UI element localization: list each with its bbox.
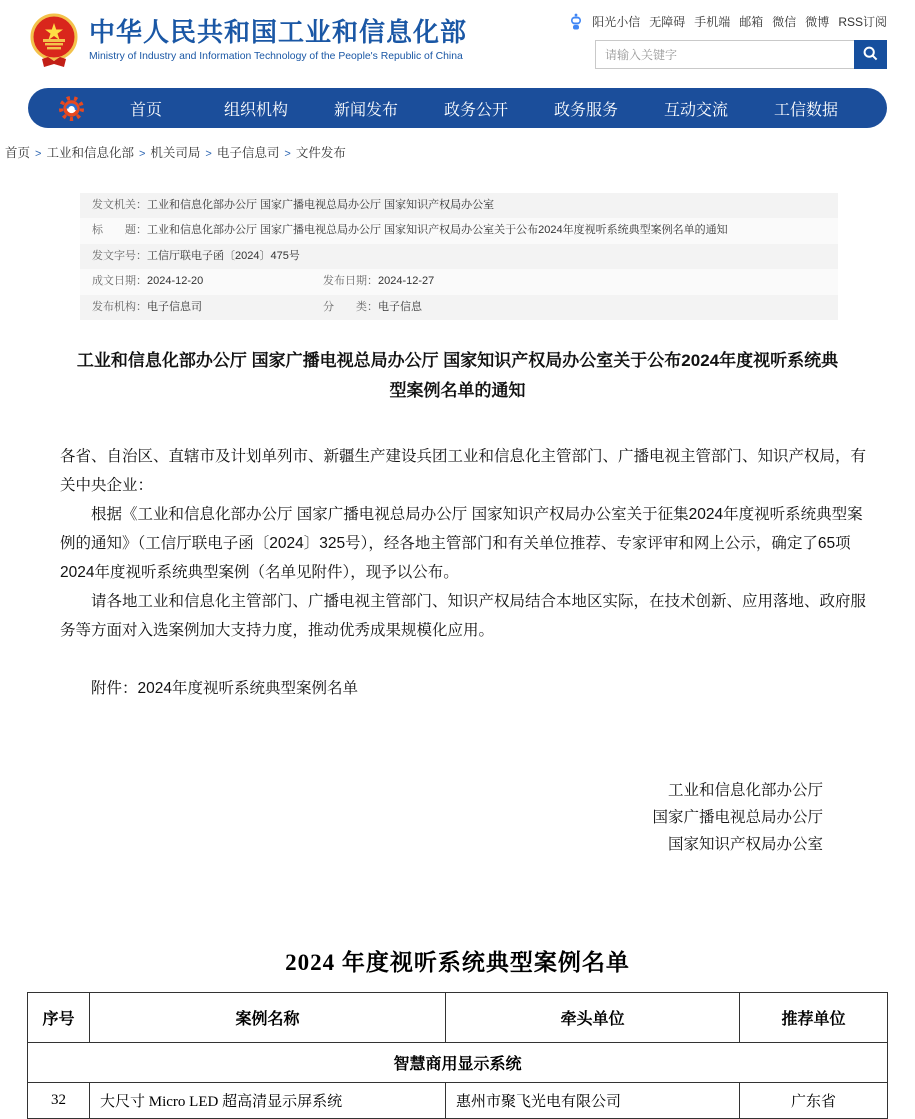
meta-label: 发文机关： — [92, 199, 147, 211]
paragraph-salutation: 各省、自治区、直辖市及计划单列市、新疆生产建设兵团工业和信息化主管部门、广播电视主管部门、知识产权局，有关中央企业： — [60, 447, 867, 494]
nav-item-organization[interactable]: 组织机构 — [223, 101, 288, 119]
section-title: 智慧商用显示系统 — [28, 1042, 888, 1082]
meta-row-dates — [80, 269, 838, 294]
meta-value: 工业和信息化部办公厅 国家广播电视总局办公厅 国家知识产权局办公室关于公布2024年度视听系统典型案例名单的通知 — [147, 224, 728, 237]
header-right — [592, 12, 887, 80]
breadcrumb-departments[interactable]: 机关司局 — [150, 146, 201, 160]
meta-label: 分 类： — [323, 300, 378, 313]
meta-row-title — [80, 218, 838, 243]
paragraph-basis: 根据《工业和信息化部办公厅 国家广播电视总局办公厅 国家知识产权局办公室关于征集2024年度视听系统典型案例的通知》（工信厅联电子函〔2024〕325号），经各地主管部门和有关单位推荐、专家评审和网上公示，确定了65项2024年度视听系统典型案例（名单见附件），现予以公布。 — [60, 505, 863, 581]
table-row — [28, 1082, 888, 1118]
site-title: 中华人民共和国工业和信息化部 — [89, 17, 468, 47]
meta-row-issuing-agency — [80, 193, 838, 218]
paragraph-request: 请各地工业和信息化主管部门、广播电视主管部门、知识产权局结合本地区实际，在技术创新、应用落地、政府服务等方面对入选案例加大支持力度，推动优秀成果规模化应用。 — [60, 592, 867, 639]
signature-line-nrta: 国家广播电视总局办公厅 — [652, 808, 823, 826]
main-nav — [28, 88, 887, 128]
sunshine-mascot-icon — [569, 13, 583, 30]
quick-link-accessibility[interactable]: 无障碍 — [649, 15, 686, 29]
breadcrumb-separator: > — [205, 148, 212, 160]
meta-value: 电子信息司 — [147, 300, 202, 313]
meta-value: 工业和信息化部办公厅 国家广播电视总局办公厅 国家知识产权局办公室 — [147, 199, 495, 211]
nav-item-miit-data[interactable]: 工信数据 — [773, 101, 838, 119]
table-header-row — [28, 992, 888, 1042]
meta-value: 工信厅联电子函〔2024〕475号 — [147, 249, 300, 262]
meta-label: 成文日期： — [92, 275, 147, 288]
column-header-recommender: 推荐单位 — [740, 992, 888, 1042]
breadcrumb-separator: > — [284, 148, 291, 160]
site-header — [0, 0, 915, 86]
site-title-block — [89, 12, 467, 62]
quick-link-mail[interactable]: 邮箱 — [739, 15, 764, 29]
cell-case-name: 大尺寸 Micro LED 超高清显示屏系统 — [90, 1082, 446, 1118]
search-icon — [862, 45, 879, 65]
site-logo-block — [28, 12, 467, 80]
nav-item-home[interactable]: 首页 — [129, 101, 162, 119]
meta-row-publisher — [80, 295, 838, 320]
national-emblem-icon — [28, 12, 80, 70]
signature-line-miit: 工业和信息化部办公厅 — [667, 781, 823, 799]
document-body — [60, 442, 871, 858]
case-list-table — [27, 992, 888, 1119]
meta-value: 2024-12-27 — [378, 275, 435, 288]
miit-gear-icon — [58, 95, 85, 122]
nav-item-gov-services[interactable]: 政务服务 — [553, 101, 618, 119]
attachment-block — [0, 944, 915, 1119]
column-header-case-name: 案例名称 — [90, 992, 446, 1042]
breadcrumb-separator: > — [138, 148, 146, 160]
attachment-title: 2024 年度视听系统典型案例名单 — [285, 949, 630, 975]
meta-label: 标 题： — [92, 224, 147, 237]
breadcrumb-separator: > — [35, 148, 42, 160]
meta-label: 发布机构： — [92, 300, 147, 313]
meta-row-doc-number — [80, 244, 838, 269]
cell-lead-unit: 惠州市聚飞光电有限公司 — [446, 1082, 740, 1118]
quick-links — [592, 13, 887, 30]
signature-line-cnipa: 国家知识产权局办公室 — [667, 835, 823, 853]
search-button[interactable] — [854, 40, 887, 69]
table-section-row — [28, 1042, 888, 1082]
breadcrumb-electronics-dept[interactable]: 电子信息司 — [216, 146, 280, 160]
meta-value: 2024-12-20 — [147, 275, 204, 288]
breadcrumb-miit[interactable]: 工业和信息化部 — [46, 146, 134, 160]
breadcrumb — [5, 143, 915, 161]
cell-index: 32 — [28, 1082, 90, 1118]
quick-link-mobile[interactable]: 手机端 — [694, 15, 731, 29]
nav-item-gov-disclosure[interactable]: 政务公开 — [443, 101, 508, 119]
breadcrumb-document-release[interactable]: 文件发布 — [295, 146, 346, 160]
column-header-index: 序号 — [28, 992, 90, 1042]
quick-link-xiaoxin[interactable]: 阳光小信 — [592, 15, 641, 29]
document-title: 工业和信息化部办公厅 国家广播电视总局办公厅 国家知识产权局办公室关于公布2024年度视听系统典型案例名单的通知 — [76, 350, 839, 400]
quick-link-rss[interactable]: RSS订阅 — [838, 15, 887, 29]
cell-recommender: 广东省 — [740, 1082, 888, 1118]
search-input[interactable] — [595, 40, 854, 69]
meta-label: 发布日期： — [323, 275, 378, 288]
breadcrumb-home[interactable]: 首页 — [5, 146, 31, 160]
document-meta-table — [80, 193, 838, 320]
signature-block — [60, 777, 871, 858]
paragraph-attachment: 附件：2024年度视听系统典型案例名单 — [91, 679, 358, 697]
meta-value: 电子信息 — [378, 300, 422, 313]
search-bar — [595, 40, 887, 69]
nav-item-news[interactable]: 新闻发布 — [333, 101, 398, 119]
quick-link-wechat[interactable]: 微信 — [772, 15, 797, 29]
quick-link-weibo[interactable]: 微博 — [805, 15, 830, 29]
meta-label: 发文字号： — [92, 249, 147, 262]
site-subtitle: Ministry of Industry and Information Technology of the People's Republic of China — [89, 50, 463, 62]
nav-item-interaction[interactable]: 互动交流 — [663, 101, 728, 119]
column-header-lead-unit: 牵头单位 — [446, 992, 740, 1042]
